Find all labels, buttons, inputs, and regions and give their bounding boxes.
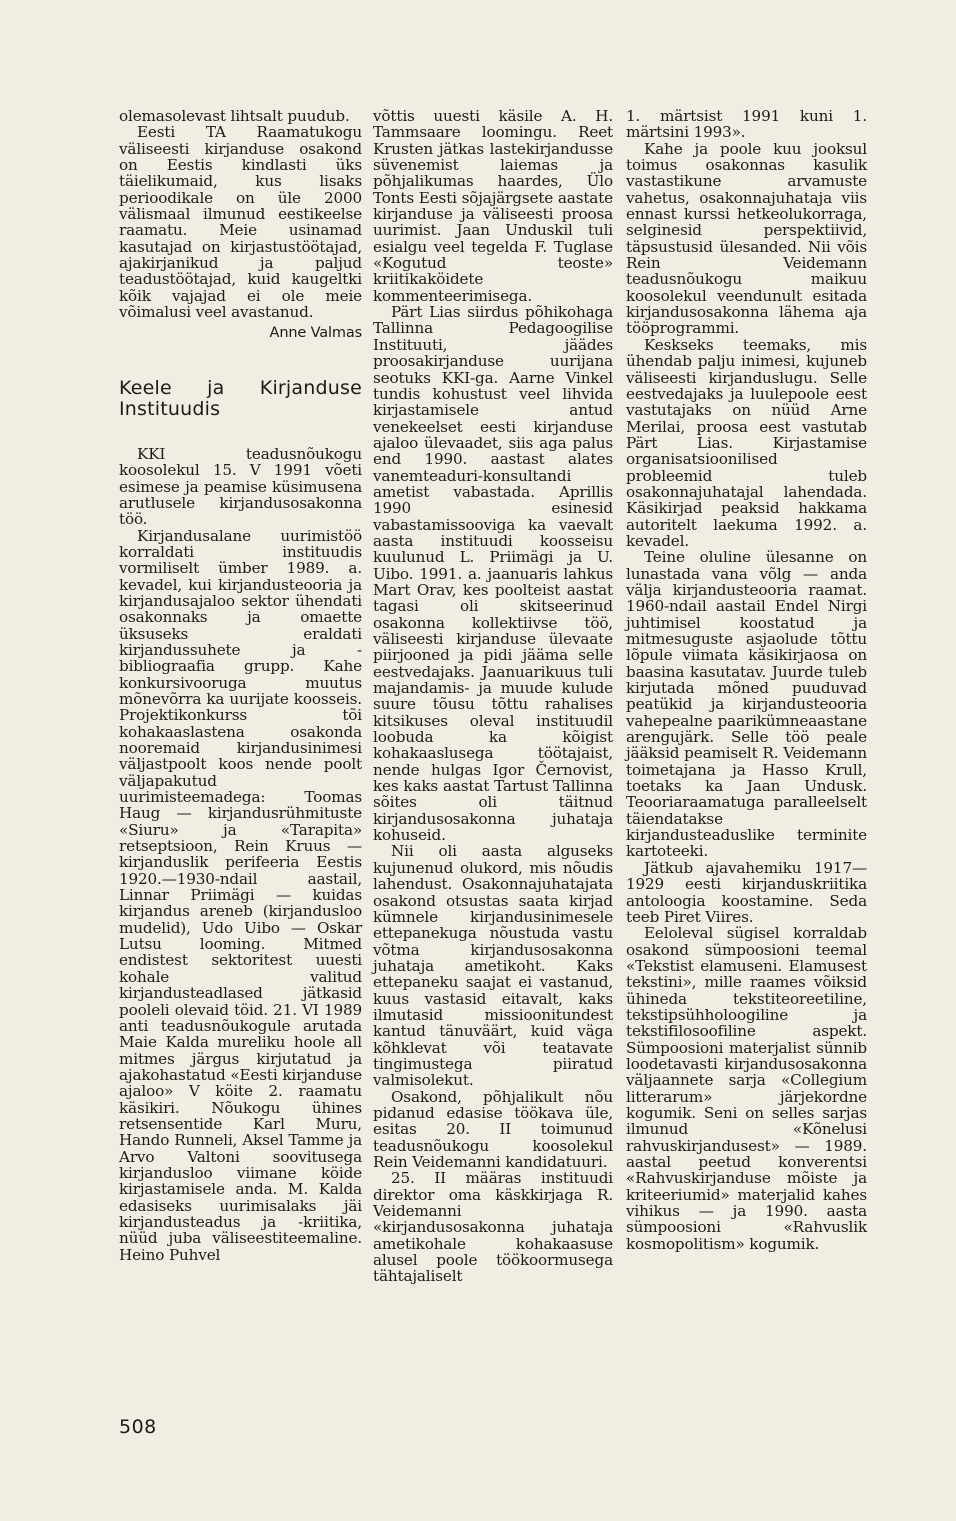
paragraph: KKI teadusnõukogu koosolekul 15. V 1991 võeti esimese ja peamise küsimusena arutlusele kirjandusosakonna töö. (119, 444, 362, 529)
paragraph: Eesti TA Raamatukogu väliseesti kirjanduse osakond on Eestis kindlasti üks täielikumaid, kus lisaks perioodikale on üle 2000 välismaal ilmunud eestikeelse raamatu. Meie usinamad kasutajad on kirjastustöötajad, ajakirjanikud ja paljud teadustöötajad, kuid kaugeltki kõik vajajad ei ole meie võimalusi veel avastanud. (119, 123, 362, 322)
column-middle (373, 108, 613, 1285)
page-number: 508 (119, 1416, 157, 1438)
paragraph: võttis uuesti käsile A. H. Tammsaare loomingu. Reet Krusten jätkas lastekirjandusse süvenemist laiemas ja põhjalikumas haardes, Ülo Tonts Eesti sõjajärgsete aastate kirjanduse ja väliseesti proosa uurimist. Jaan Unduskil tuli esialgu veel tegelda F. Tuglase «Kogutud teoste» kriitikaköidete kommenteerimisega. (373, 107, 613, 305)
paragraph: Kirjandusalane uurimistöö korraldati instituudis vormiliselt ümber 1989. a. kevadel, kui kirjandusteooria ja kirjandusajaloo sektor ühendati osakonnaks ja omaette üksuseks eraldati kirjandussuhete ja -bibliograafia grupp. Kahe konkursivooruga muutus mõnevõrra ka uurijate koosseis. Projektikonkurss tõi kohakaaslastena osakonda nooremaid kirjandusinimesi väljastpoolt koos nende poolt väljapakutud uurimisteemadega: Toomas Haug — kirjandusrühmituste «Siuru» ja «Tarapita» retseptsioon, Rein Kruus — kirjanduslik perifeeria Eestis 1920.—1930-ndail aastail, Linnar Priimägi — kuidas kirjandus areneb (kirjandusloo mudelid), Udo Uibo — Oskar Lutsu looming. Mitmed endistest sektoritest uuesti kohale valitud kirjandusteadlased jätkasid pooleli olevaid töid. 21. VI 1989 anti teadusnõukogule arutada Maie Kalda mureliku hoole all mitmes järgus kirjutatud ja ajakohastatud «Eesti kirjanduse ajaloo» V köite 2. raamatu käsikiri. Nõukogu ühines retsensentide Karl Muru, Hando Runneli, Aksel Tamme ja Arvo Valtoni soovitusega kirjandusloo viimane köide kirjastamisele anda. M. Kalda edasiseks uurimisalaks jäi kirjandusteadus ja -kriitika, nüüd juba väliseestiteemaline. Heino Puhvel (119, 526, 362, 1264)
paragraph: Kahe ja poole kuu jooksul toimus osakonnas kasulik vastastikune arvamuste vahetus, osakonnajuhataja viis ennast kurssi hetkeolukorraga, selginesid perspektiivid, täpsustusid ülesanded. Nii võis Rein Veidemann teadusnõukogu maikuu koosolekul veendunult esitada kirjandusosakonna lähema aja tööprogrammi. (626, 139, 867, 338)
paragraph: 1. märtsist 1991 kuni 1. märtsini 1993». (626, 107, 867, 142)
paragraph: Nii oli aasta alguseks kujunenud olukord, mis nõudis lahendust. Osakonnajuhatajata osakond otsustas saata kirjad kümnele kirjandusinimesele ettepanekuga nõustuda vastu võtma kirjandusosakonna juhataja ametikoht. Kaks ettepaneku saajat ei vastanud, kuus vastasid eitavalt, kaks ilmutasid missioonitundest kantud tänuväärt, kuid väga kõhklevat või teatavate tingimustega piiratud valmisolekut. (373, 842, 613, 1090)
column-left (119, 108, 362, 1263)
paragraph: Teine oluline ülesanne on lunastada vana võlg — anda välja kirjandusteooria raamat. 1960-ndail aastail Endel Nirgi juhtimisel koostatud ja mitmesuguste asjaolude tõttu lõpule viimata käsikirjaosa on baasina kasutatav. Juurde tuleb kirjutada mõned puuduvad peatükid ja kirjandusteooria vahepealne paarikümneaastane arengujärk. Selle töö peale jääksid peamiselt R. Veidemann toimetajana ja Hasso Krull, toetaks ka Jaan Undusk. Teooriaraamatuga paralleelselt täiendatakse kirjandusteaduslike terminite kartoteeki. (626, 548, 867, 861)
paragraph: Osakond, põhjalikult nõu pidanud edasise töökava üle, esitas 20. II toimunud teadusnõukogu koosolekul Rein Veidemanni kandidatuuri. (373, 1087, 613, 1171)
column-right (626, 108, 867, 1252)
paragraph: Keskseks teemaks, mis ühendab palju inimesi, kujuneb väliseesti kirjanduslugu. Selle eestvedajaks ja luulepoole eest vastutajaks on nüüd Arne Merilai, proosa eest vastutab Pärt Lias. Kirjastamise organisatsioonilised probleemid tuleb osakonnajuhatajal lahendada. Käsikirjad peaksid hakkama autoritelt laekuma 1992. a. kevadel. (626, 335, 867, 550)
paragraph: Pärt Lias siirdus põhikohaga Tallinna Pedagoogilise Instituuti, jäädes proosakirjanduse uurijana seotuks KKI-ga. Aarne Vinkel tundis kohustust veel lihvida kirjastamisele antud venekeelset eesti kirjanduse ajaloo ülevaadet, siis aga palus end 1990. aastast alates vanemteaduri-konsultandi ametist vabastada. Aprillis 1990 esinesid vabastamissooviga ka vaevalt aasta instituudi koosseisu kuulunud L. Priimägi ja U. Uibo. 1991. a. jaanuaris lahkus Mart Orav, kes poolteist aastat tagasi oli skitseerinud osakonna kollektiivse töö, väliseesti kirjanduse ülevaate piirjooned ja pidi jääma selle eestvedajaks. Jaanuarikuus tuli majandamis- ja muude kulude suure tõusu tõttu rahalises kitsikuses oleval instituudil loobuda ka kõigist kohakaaslusega töötajaist, nende hulgas Igor Černovist, kes kaks aastat Tartust Tallinna sõites oli täitnud kirjandusosakonna juhataja kohuseid. (373, 303, 613, 845)
author-signature: Anne Valmas (269, 325, 362, 342)
section-heading: Keele ja Kirjanduse Instituudis (119, 376, 362, 420)
paragraph: Jätkub ajavahemiku 1917—1929 eesti kirjanduskriitika antoloogia koostamine. Seda teeb Piret Viires. (626, 858, 867, 926)
paragraph: olemasolevast lihtsalt puudub. (119, 107, 350, 125)
paragraph: Eeloleval sügisel korraldab osakond sümpoosioni teemal «Tekstist elamuseni. Elamusest tekstini», mille raames võiksid ühineda tekstiteoreetiline, tekstipsühholoogiline ja tekstifilosoofiline aspekt. Sümpoosioni materjalist sünnib loodetavasti kirjandusosakonna väljaannete sarja «Collegium litterarum» järjekordne kogumik. Seni on selles sarjas ilmunud «Kõnelusi rahvuskirjandusest» — 1989. aastal peetud konverentsi «Rahvuskirjanduse mõiste ja kriteeriumid» materjalid kahes vihikus — ja 1990. aasta sümpoosioni «Rahvuslik kosmopolitism» kogumik. (626, 924, 867, 1253)
paragraph: 25. II määras instituudi direktor oma käskkirjaga R. Veidemanni «kirjandusosakonna juhataja ametikohale kohakaasuse alusel poole töökoormusega tähtajaliselt (373, 1169, 613, 1286)
